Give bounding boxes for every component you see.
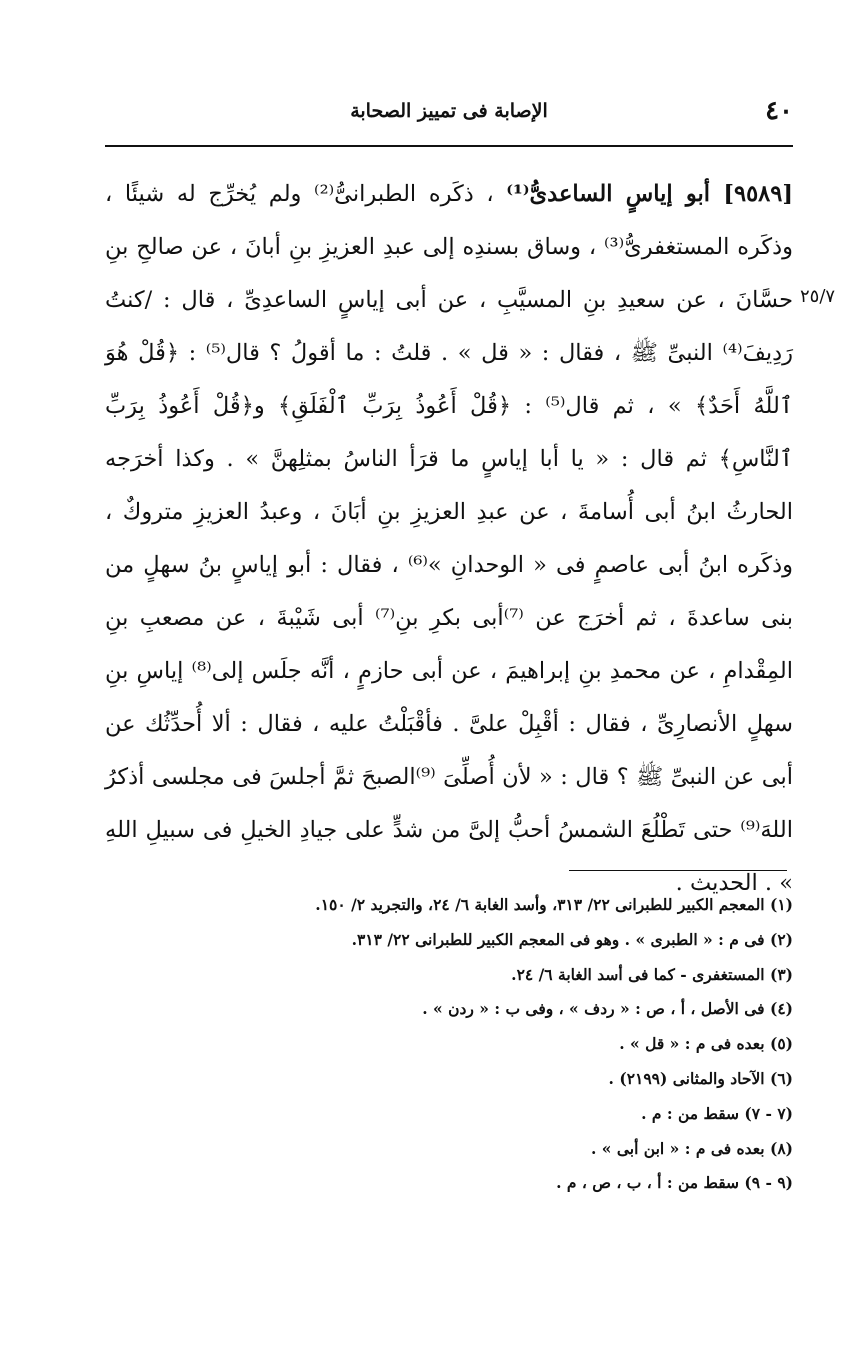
footnote-4: (٤) فى الأصل ، أ ، ص : « ردف » ، وفى ب : « ردن » . [422, 999, 793, 1019]
footnote-8: (٨) بعده فى م : « ابن أبى » . [591, 1138, 793, 1158]
footnote-2: (٢) فى م : « الطبرى » . وهو فى المعجم الكبير للطبرانى ٢٢/ ٣١٣. [351, 929, 793, 949]
entry-body: ، ذكَره الطبرانىُّ⁽²⁾ ولم يُخرِّج له شيئًا ، وذكَره المستغفرىُّ⁽³⁾ ، وساق بسندِه إلى عبدِ العزيزِ بنِ أبانَ ، عن صالحِ بنِ حسَّانَ ، عن سعيدِ بنِ المسيَّبِ ، عن أبى إياسٍ الساعدِىِّ ، قال : /كنتُ رَدِيفَ⁽⁴⁾ النبىِّ ﷺ ، فقال : « قل » . قلتُ : ما أقولُ ؟ قال⁽⁵⁾ : ﴿قُلْ هُوَ ٱللَّهُ أَحَدٌ﴾ » ، ثم قال⁽⁵⁾ : ﴿قُلْ أَعُوذُ بِرَبِّ ٱلْفَلَقِ﴾ و﴿قُلْ أَعُوذُ بِرَبِّ ٱلنَّاسِ﴾ ثم قال : « يا أبا إياسٍ ما قرَأ الناسُ بمثلِهنَّ » . وكذا أخرَجه الحارثُ ابنُ أبى أُسامةَ ، عن عبدِ العزيزِ بنِ أبَانَ ، وعبدُ العزيزِ متروكٌ ، وذكَره ابنُ أبى عاصمٍ فى « الوحدانِ »⁽⁶⁾ ، فقال : أبو إياسٍ بنُ سهلٍ من بنى ساعدةَ ، ثم أخرَج عن ⁽⁷⁾أبى بكرِ بنِ⁽⁷⁾ أبى شَيْبةَ ، عن مصعبِ بنِ المِقْدامِ ، عن محمدِ بنِ إبراهيمَ ، عن أبى حازمٍ ، أنَّه جلَس إلى⁽⁸⁾ إياسِ بنِ سهلٍ الأنصارِىِّ ، فقال : أقْبِلْ علىَّ . فأقْبَلْتُ عليه ، فقال : ألا أُحدِّثُك عن أبى عن النبىِّ ﷺ ؟ قال : « لأن أُصلِّىَ ⁽⁹⁾الصبحَ ثمَّ أجلسَ فى مجلسى أذكرُ اللهَ⁽⁹⁾ حتى تَطْلُعَ الشمسُ أحبُّ إلىَّ من شدٍّ على جيادِ الخيلِ فى سبيلِ اللهِ » . الحديث . [105, 181, 794, 896]
entry-paragraph [105, 168, 793, 910]
page-header [105, 96, 793, 136]
footnote-5: (٥) بعده فى م : « قل » . [619, 1034, 793, 1054]
running-title: الإصابة فى تمييز الصحابة [350, 100, 548, 122]
footnote-6: (٦) الآحاد والمثانى (٢١٩٩) . [608, 1068, 793, 1088]
footnote-9: (٩ - ٩) سقط من : أ ، ب ، ص ، م . [556, 1173, 793, 1193]
footnote-3: (٣) المستغفرى - كما فى أسد الغابة ٦/ ٢٤. [511, 964, 793, 984]
entry-heading: [٩٥٨٩] أبو إياسٍ الساعدىُّ⁽¹⁾ [506, 181, 794, 207]
footnote-1: (١) المعجم الكبير للطبرانى ٢٢/ ٣١٣، وأسد الغابة ٦/ ٢٤، والتجريد ٢/ ١٥٠. [315, 895, 793, 914]
footnotes [105, 888, 793, 1201]
header-rule [105, 145, 793, 147]
footnote-7: (٧ - ٧) سقط من : م . [641, 1103, 793, 1123]
main-text [105, 168, 793, 910]
footnote-separator [569, 870, 787, 871]
page-number: ٤٠ [765, 96, 793, 126]
margin-reference: ٢٥/٧ [800, 286, 836, 307]
